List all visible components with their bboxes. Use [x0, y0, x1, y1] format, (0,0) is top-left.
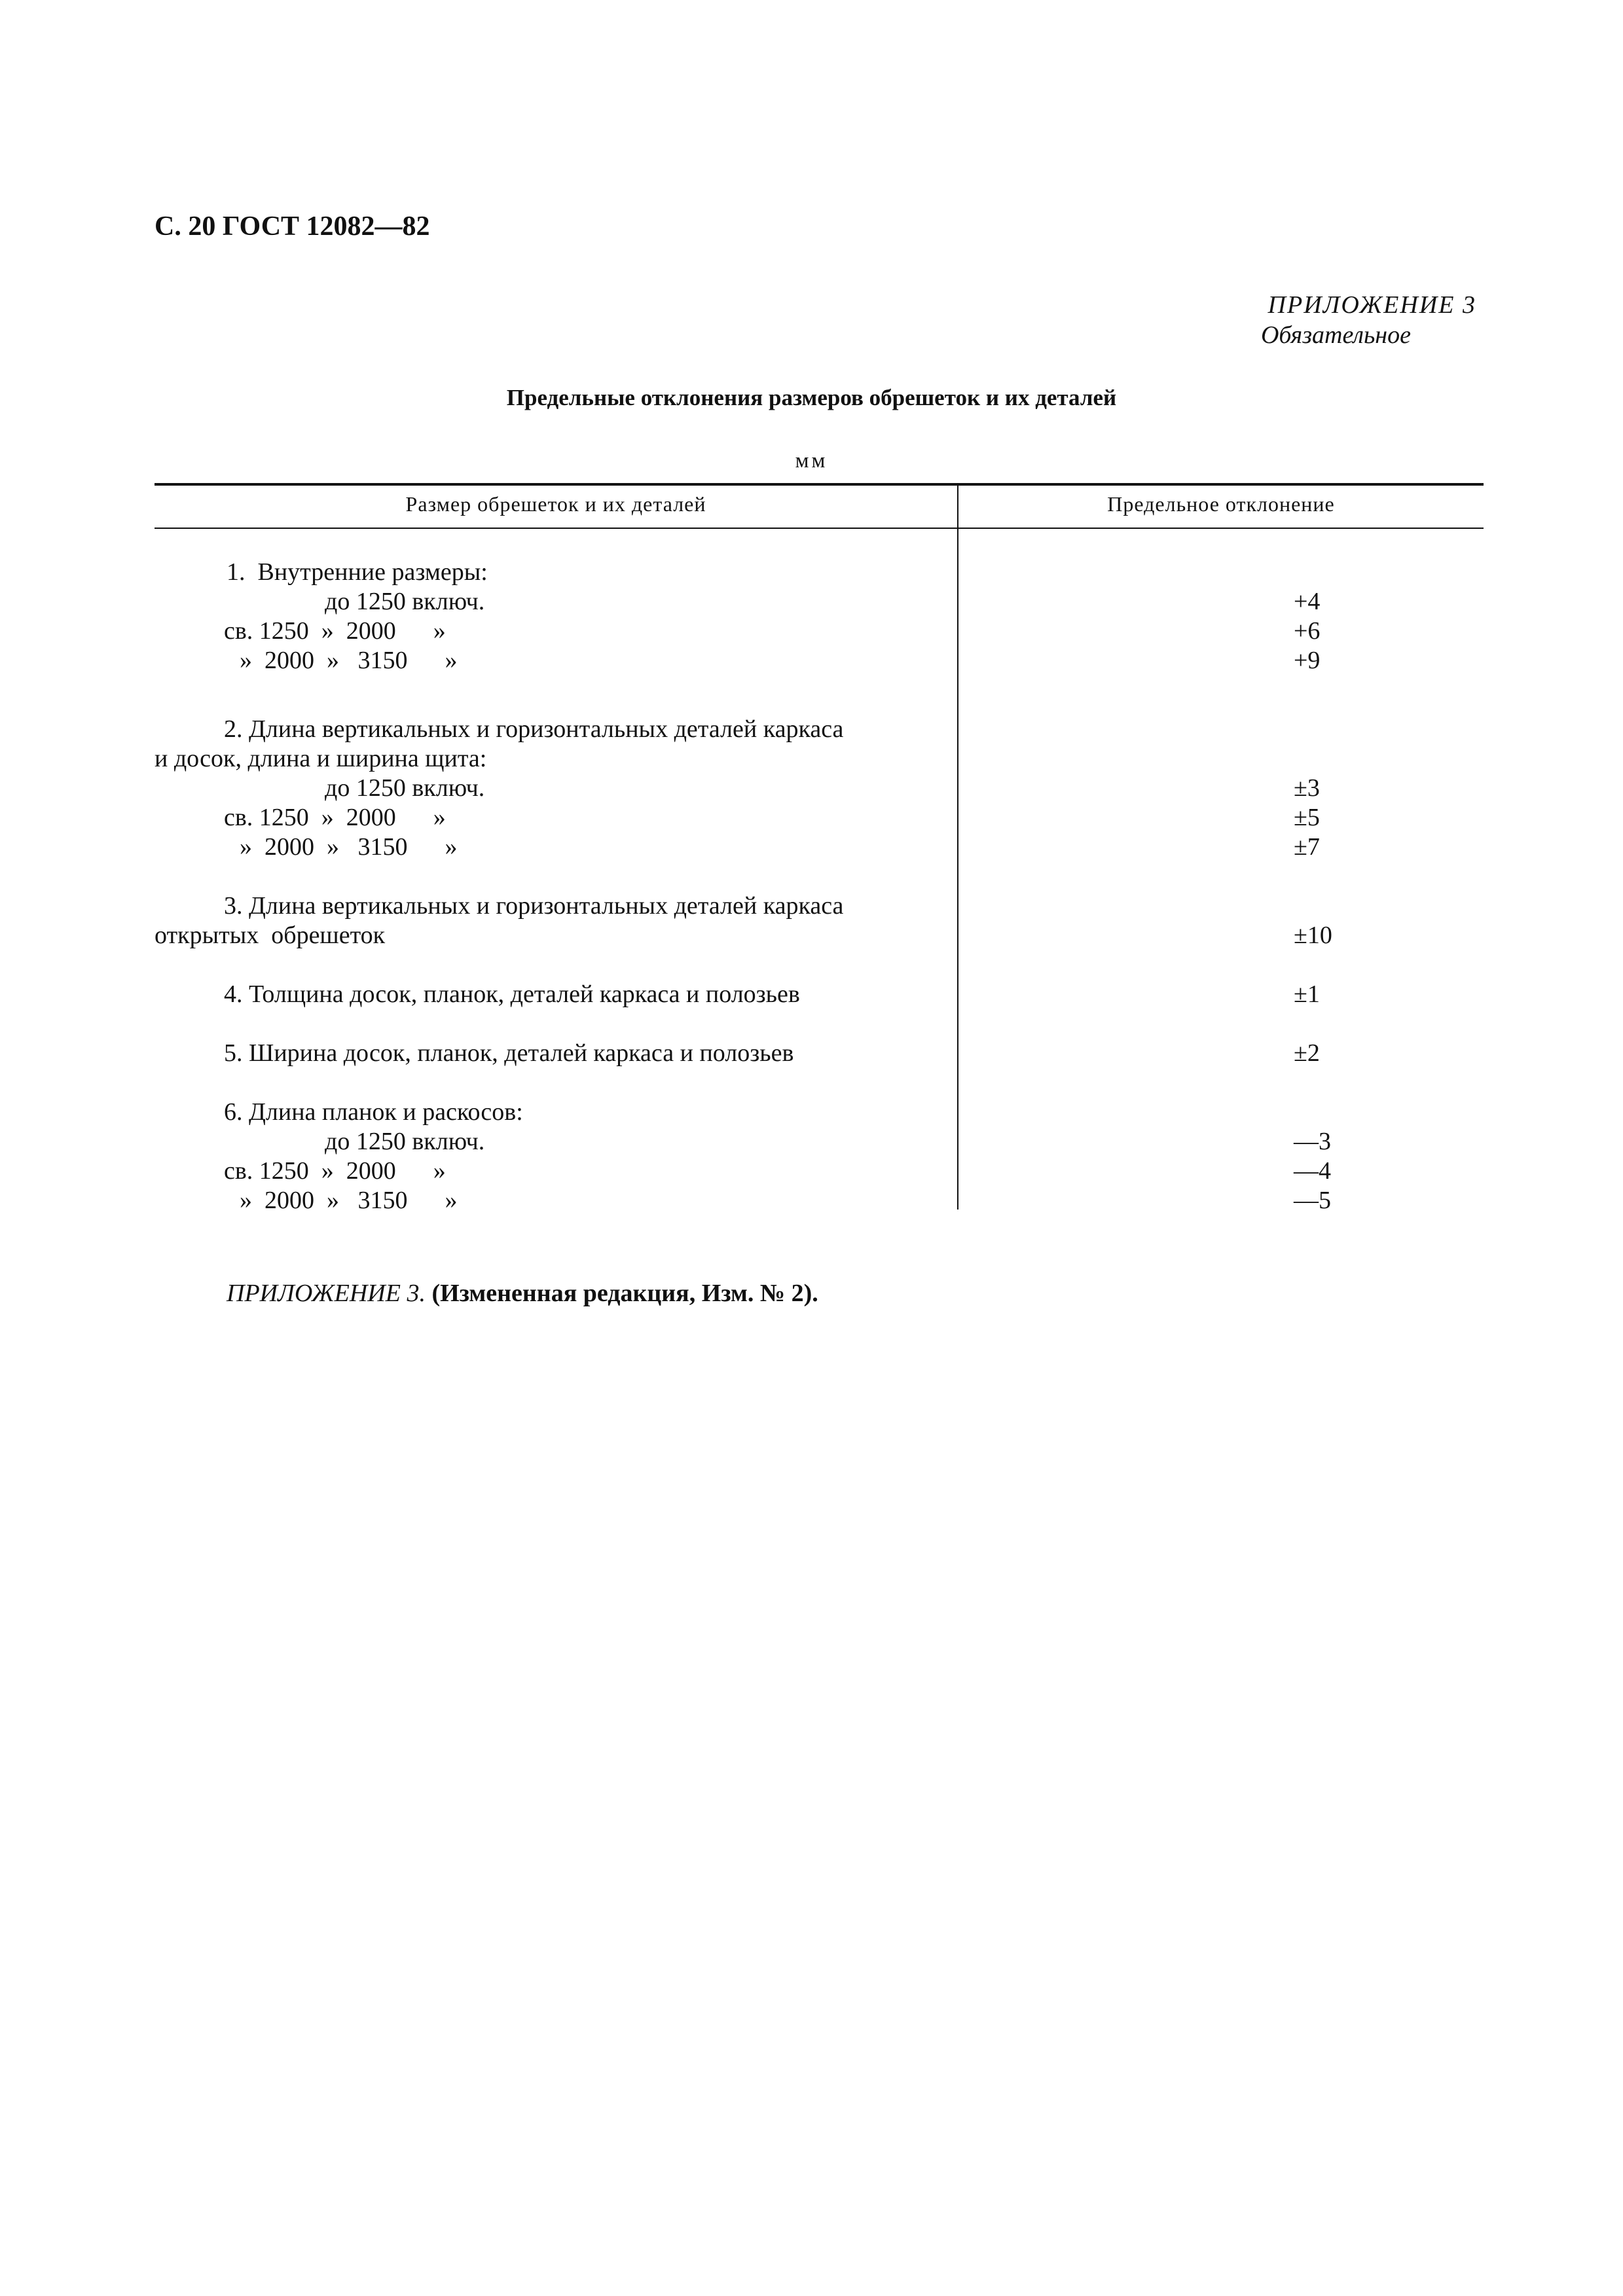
- row-value: ±1: [1294, 980, 1320, 1008]
- row-text: 2. Длина вертикальных и горизонтальных деталей каркаса: [224, 715, 844, 743]
- row-text: св. 1250 » 2000 »: [224, 1157, 446, 1185]
- row-text: до 1250 включ.: [325, 588, 485, 615]
- row-text: св. 1250 » 2000 »: [224, 804, 446, 831]
- column-divider: [957, 483, 958, 1210]
- row-text: » 2000 » 3150 »: [240, 1187, 458, 1214]
- row-value: ±7: [1294, 833, 1320, 861]
- row-text: и досок, длина и ширина щита:: [155, 745, 487, 772]
- row-value: ±10: [1294, 922, 1332, 949]
- row-value: +6: [1294, 617, 1321, 645]
- row-text: » 2000 » 3150 »: [240, 833, 458, 861]
- row-value: ±3: [1294, 774, 1320, 802]
- unit-label: мм: [795, 449, 828, 473]
- column-header-deviation: Предельное отклонение: [1107, 492, 1335, 516]
- row-text: до 1250 включ.: [325, 774, 485, 802]
- row-text: 1. Внутренние размеры:: [227, 558, 488, 586]
- row-text: до 1250 включ.: [325, 1128, 485, 1155]
- tolerance-table: [155, 483, 1484, 1214]
- row-text: 6. Длина планок и раскосов:: [224, 1098, 523, 1126]
- row-value: +4: [1294, 588, 1321, 615]
- page-header: С. 20 ГОСТ 12082—82: [155, 211, 430, 242]
- row-value: +9: [1294, 647, 1321, 674]
- row-text: открытых обрешеток: [155, 922, 386, 949]
- appendix-label: ПРИЛОЖЕНИЕ 3: [1267, 291, 1476, 319]
- row-value: —3: [1294, 1128, 1331, 1155]
- column-header-size: Размер обрешеток и их деталей: [405, 492, 706, 516]
- amendment-note: [227, 1279, 818, 1308]
- row-text: 5. Ширина досок, планок, деталей каркаса и полозьев: [224, 1039, 794, 1067]
- header-rule: [155, 528, 1484, 529]
- row-value: ±2: [1294, 1039, 1320, 1067]
- amendment-text: (Измененная редакция, Изм. № 2).: [431, 1280, 818, 1307]
- appendix-block: [1261, 291, 1476, 350]
- row-value: —5: [1294, 1187, 1331, 1214]
- table-title: Предельные отклонения размеров обрешеток и их деталей: [506, 385, 1117, 410]
- row-value: —4: [1294, 1157, 1331, 1185]
- row-text: 3. Длина вертикальных и горизонтальных деталей каркаса: [224, 892, 844, 920]
- row-text: » 2000 » 3150 »: [240, 647, 458, 674]
- row-text: 4. Толщина досок, планок, деталей каркаса и полозьев: [224, 980, 800, 1008]
- table-top-rule: [155, 483, 1484, 486]
- row-text: св. 1250 » 2000 »: [224, 617, 446, 645]
- amendment-ref: ПРИЛОЖЕНИЕ 3.: [227, 1280, 426, 1307]
- row-value: ±5: [1294, 804, 1320, 831]
- appendix-status: Обязательное: [1260, 321, 1411, 349]
